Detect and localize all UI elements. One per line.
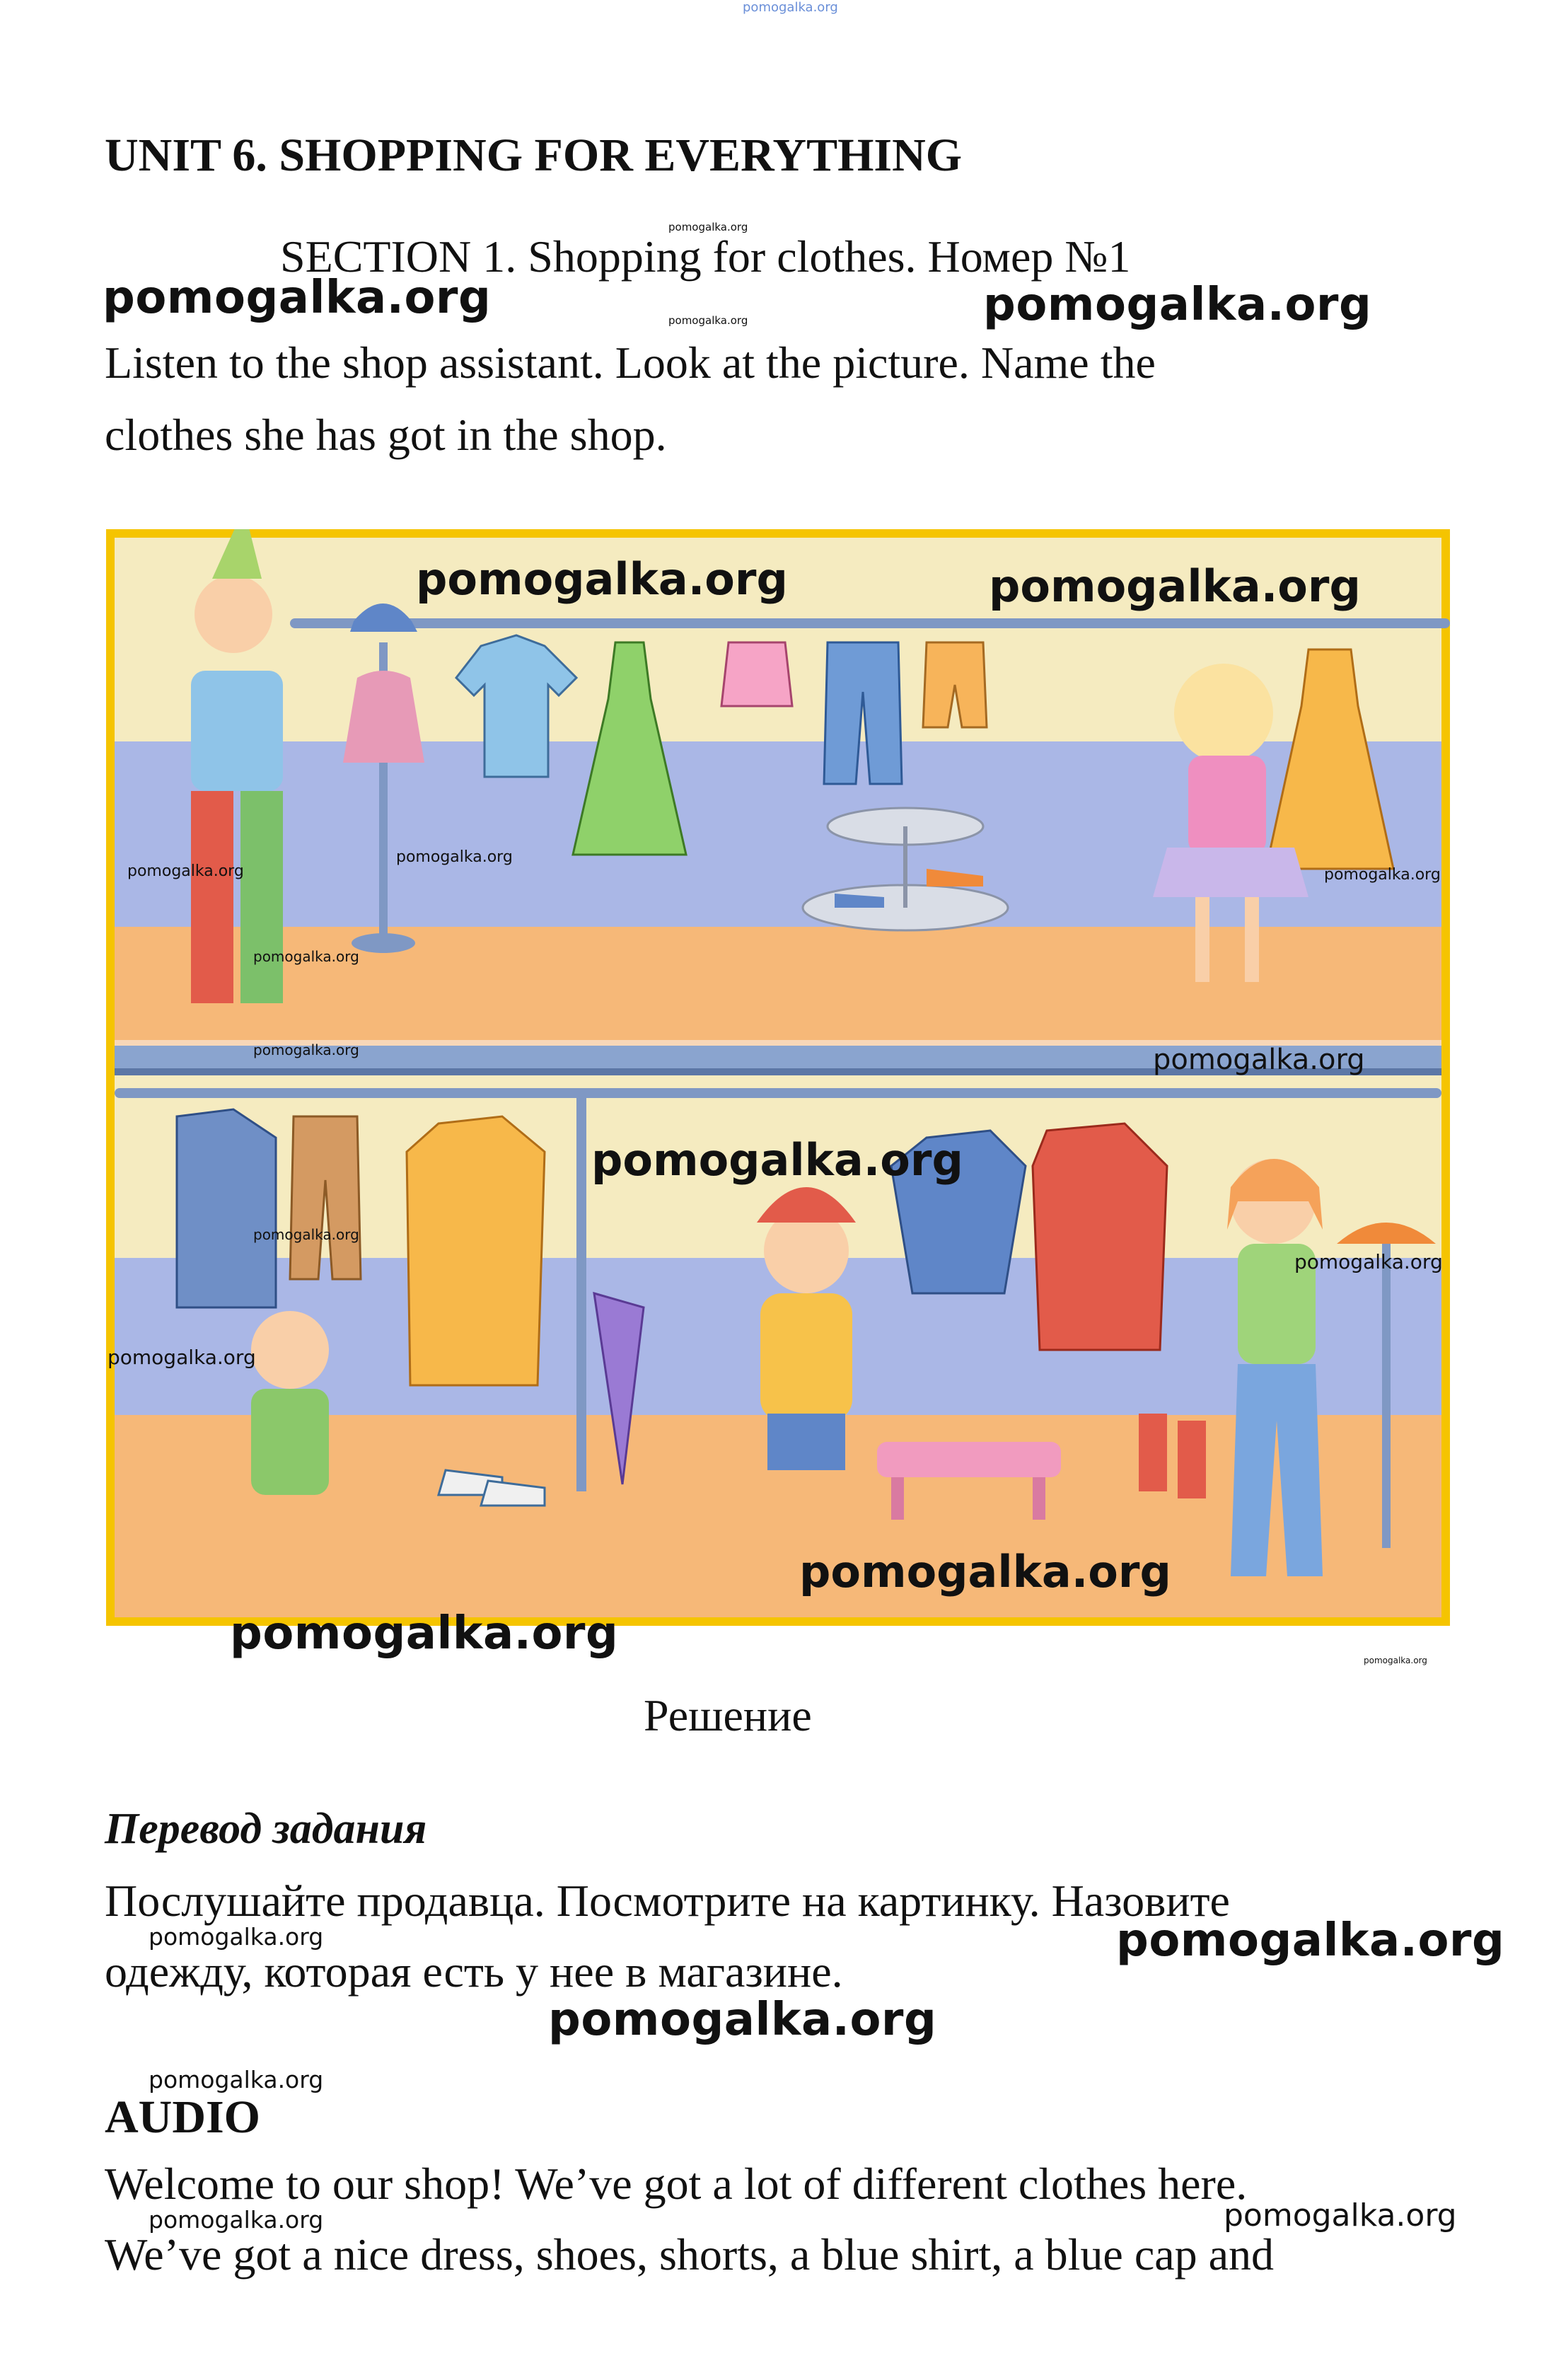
- watermark: pomogalka.org: [253, 948, 359, 965]
- watermark: pomogalka.org: [1324, 866, 1441, 884]
- solution-label: Решение: [644, 1690, 812, 1740]
- watermark: pomogalka.org: [149, 2066, 324, 2093]
- site-watermark-top: pomogalka.org: [743, 0, 838, 15]
- instruction-line-2: clothes she has got in the shop.: [105, 410, 667, 460]
- translation-heading: Перевод задания: [105, 1805, 427, 1853]
- audio-line-1: Welcome to our shop! We’ve got a lot of different clothes here.: [105, 2159, 1248, 2209]
- pink-top: [721, 642, 792, 706]
- elf-boy: [251, 1311, 329, 1495]
- watermark: pomogalka.org: [548, 1994, 937, 2046]
- watermark: pomogalka.org: [1116, 1914, 1505, 1967]
- watermark: pomogalka.org: [1294, 1250, 1443, 1273]
- watermark: pomogalka.org: [149, 2206, 324, 2234]
- clothes-shop-illustration: [106, 529, 1450, 1626]
- audio-line-2: We’ve got a nice dress, shoes, shorts, a blue shirt, a blue cap and: [105, 2229, 1275, 2280]
- watermark: pomogalka.org: [416, 553, 788, 605]
- watermark: pomogalka.org: [799, 1546, 1171, 1598]
- watermark: pomogalka.org: [668, 221, 748, 233]
- watermark: pomogalka.org: [253, 1226, 359, 1243]
- translation-line-1: Послушайте продавца. Посмотрите на картинку. Назовите: [105, 1876, 1230, 1926]
- translation-line-2: одежду, которая есть у нее в магазине.: [105, 1946, 843, 1997]
- watermark: pomogalka.org: [989, 560, 1361, 612]
- audio-heading: AUDIO: [105, 2091, 261, 2143]
- blue-suit: [177, 1109, 276, 1307]
- red-coat: [1033, 1123, 1167, 1350]
- section-title: SECTION 1. Shopping for clothes. Номер №1: [280, 231, 1131, 282]
- watermark: pomogalka.org: [668, 314, 748, 327]
- watermark: pomogalka.org: [1224, 2197, 1457, 2234]
- gnome-boy: [757, 1187, 856, 1470]
- watermark: pomogalka.org: [149, 1923, 324, 1951]
- watermark: pomogalka.org: [983, 279, 1372, 331]
- watermark: pomogalka.org: [103, 272, 492, 324]
- watermark: pomogalka.org: [591, 1134, 963, 1186]
- watermark: pomogalka.org: [1153, 1044, 1365, 1076]
- unit-title: UNIT 6. SHOPPING FOR EVERYTHING: [105, 129, 963, 181]
- watermark: pomogalka.org: [230, 1607, 619, 1660]
- watermark: pomogalka.org: [127, 862, 244, 880]
- watermark: pomogalka.org: [396, 848, 513, 866]
- instruction-line-1: Listen to the shop assistant. Look at the picture. Name the: [105, 337, 1156, 388]
- watermark: pomogalka.org: [1364, 1656, 1427, 1665]
- watermark: pomogalka.org: [253, 1041, 359, 1058]
- watermark: pomogalka.org: [108, 1346, 256, 1369]
- trench-coat: [407, 1116, 545, 1385]
